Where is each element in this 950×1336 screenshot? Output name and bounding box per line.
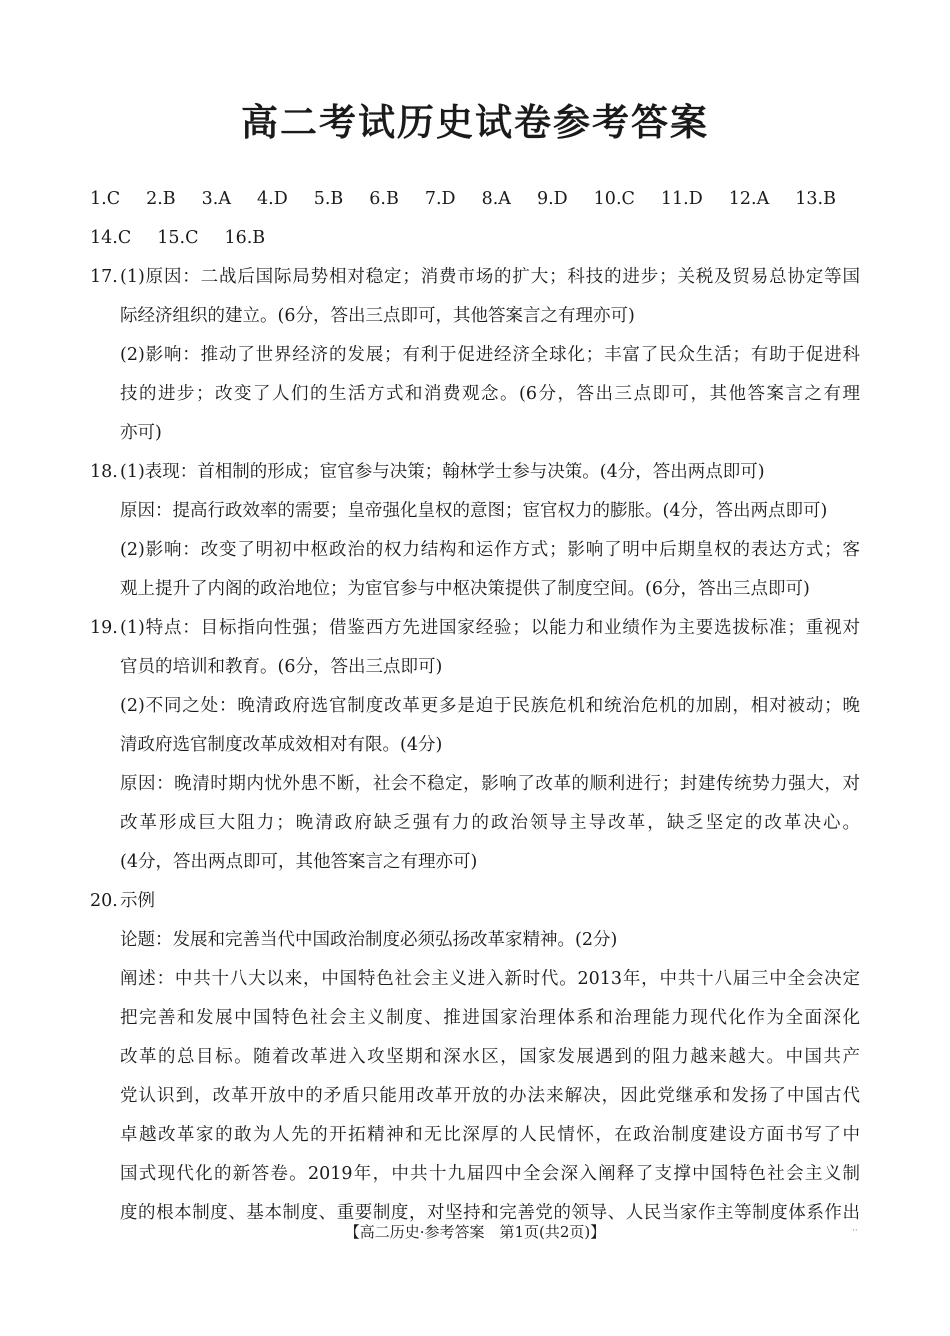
- choice-answer: 11.D: [660, 189, 703, 209]
- answer-line: (1)原因：二战后国际局势相对稳定；消费市场的扩大；科技的进步；关税及贸易总协定等国: [120, 267, 860, 287]
- choice-answer: 15.C: [157, 228, 199, 248]
- answer-line: 清政府选官制度改革成效相对有限。(4分): [120, 735, 443, 755]
- answer-line: 把完善和发展中国特色社会主义制度、推进国家治理体系和治理能力现代化作为全面深化: [120, 1008, 860, 1028]
- choice-answer: 13.B: [795, 189, 836, 209]
- answer-line: 官员的培训和教育。(6分，答出三点即可): [120, 657, 443, 677]
- answer-line: 观上提升了内阁的政治地位；为宦官参与中枢决策提供了制度空间。(6分，答出三点即可): [120, 579, 810, 599]
- choice-answer: 5.B: [313, 189, 344, 209]
- choice-answer: 1.C: [90, 189, 121, 209]
- choice-answer: 16.B: [224, 228, 266, 248]
- choice-answer: 12.A: [728, 189, 770, 209]
- answer-line: 卓越改革家的敢为人先的开拓精神和无比深厚的人民情怀，在政治制度建设方面书写了中: [120, 1125, 860, 1145]
- answer-line: 改革形成巨大阻力；晚清政府缺乏强有力的政治领导主导改革，缺乏坚定的改革决心。: [120, 813, 860, 833]
- answer-line: 原因：晚清时期内忧外患不断，社会不稳定，影响了改革的顺利进行；封建传统势力强大，对: [120, 774, 860, 794]
- choice-answer: 10.C: [593, 189, 635, 209]
- answer-line: 党认识到，改革开放中的矛盾只能用改革开放的办法来解决，因此党继承和发扬了中国古代: [120, 1086, 860, 1106]
- page-title: 高二考试历史试卷参考答案: [241, 101, 709, 144]
- question-20: [90, 882, 860, 921]
- question-18: [90, 453, 860, 492]
- question-19: [90, 609, 860, 648]
- question-number: 19.: [90, 618, 118, 638]
- page-footer: 【高二历史·参考答案 第1页(共2页)】: [344, 1223, 606, 1241]
- choice-answer: 3.A: [201, 189, 231, 209]
- choice-answers: [90, 180, 860, 258]
- corner-mark: ··: [852, 1226, 858, 1236]
- question-number: 17.: [90, 267, 118, 287]
- answer-line: 阐述：中共十八大以来，中国特色社会主义进入新时代。2013年，中共十八届三中全会决定: [120, 969, 860, 989]
- choice-answer: 6.B: [369, 189, 399, 209]
- question-number: 20.: [90, 891, 118, 911]
- answer-line: (2)影响：推动了世界经济的发展；有利于促进经济全球化；丰富了民众生活；有助于促进科: [120, 345, 860, 365]
- choice-answer: 4.D: [257, 189, 288, 209]
- answer-line: 国式现代化的新答卷。2019年，中共十九届四中全会深入阐释了支撑中国特色社会主义制: [120, 1164, 860, 1184]
- answer-line: (2)影响：改变了明初中枢政治的权力结构和运作方式；影响了明中后期皇权的表达方式；客: [120, 540, 860, 560]
- answer-line: 论题：发展和完善当代中国政治制度必须弘扬改革家精神。(2分): [120, 930, 618, 950]
- choice-answer: 7.D: [424, 189, 456, 209]
- answer-line: (2)不同之处：晚清政府选官制度改革更多是迫于民族危机和统治危机的加剧，相对被动；晚: [120, 696, 860, 716]
- answer-line: 度的根本制度、基本制度、重要制度，对坚持和完善党的领导、人民当家作主等制度体系作出: [120, 1203, 860, 1223]
- question-number: 18.: [90, 462, 118, 482]
- choice-answer: 8.A: [481, 189, 511, 209]
- choice-answer: 9.D: [536, 189, 568, 209]
- answer-line: 际经济组织的建立。(6分，答出三点即可，其他答案言之有理亦可): [120, 306, 635, 326]
- answer-line: (4分，答出两点即可，其他答案言之有理亦可): [120, 852, 478, 872]
- answer-line: 原因：提高行政效率的需要；皇帝强化皇权的意图；宦官权力的膨胀。(4分，答出两点即可): [120, 501, 828, 521]
- choice-answer: 14.C: [90, 228, 132, 248]
- answer-line: 亦可): [120, 423, 162, 443]
- answer-line: 改革的总目标。随着改革进入攻坚期和深水区，国家发展遇到的阻力越来越大。中国共产: [120, 1047, 860, 1067]
- choice-answer: 2.B: [146, 189, 176, 209]
- question-heading: 示例: [120, 891, 155, 911]
- answer-line: (1)表现：首相制的形成；宦官参与决策；翰林学士参与决策。(4分，答出两点即可): [120, 462, 765, 482]
- question-17: [90, 258, 860, 297]
- answer-content: [90, 180, 860, 1233]
- answer-line: 技的进步；改变了人们的生活方式和消费观念。(6分，答出三点即可，其他答案言之有理: [120, 384, 860, 404]
- answer-line: (1)特点：目标指向性强；借鉴西方先进国家经验；以能力和业绩作为主要选拔标准；重视对: [120, 618, 860, 638]
